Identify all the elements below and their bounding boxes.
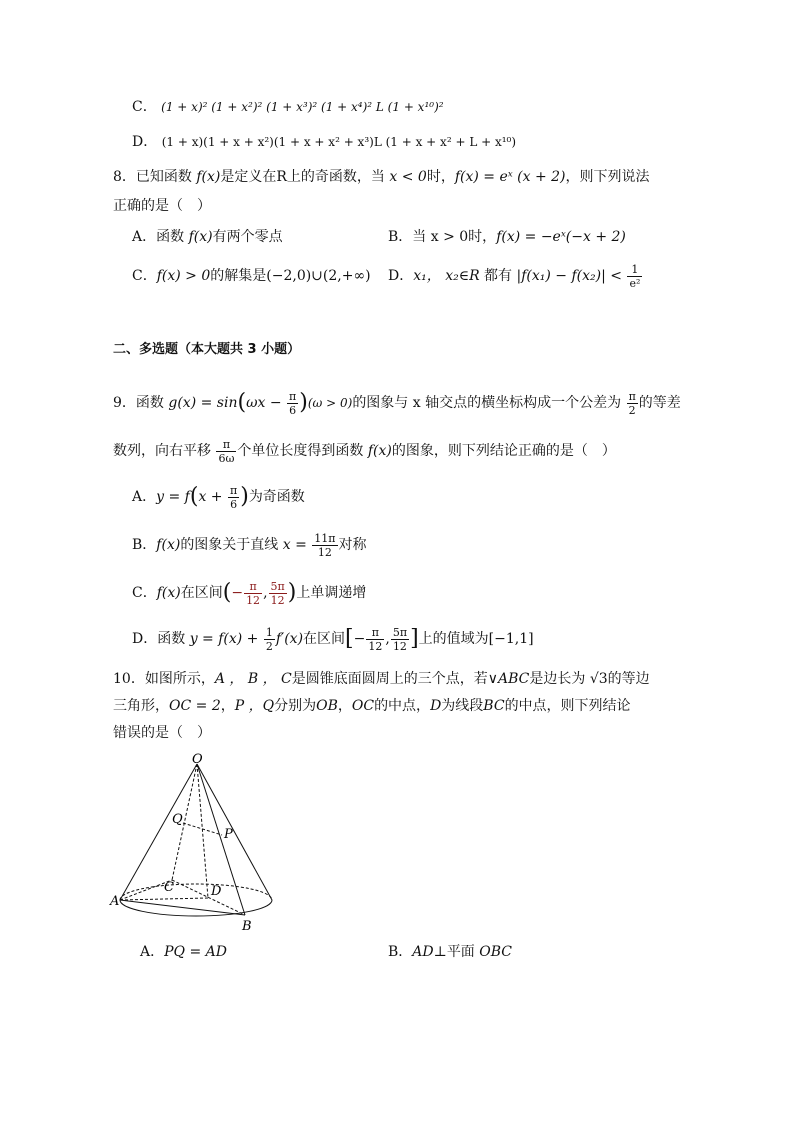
q10-option-a [140, 942, 227, 962]
fraction-numerator: π [366, 626, 384, 640]
q10-stem-line3: 错误的是（ ） [113, 725, 211, 741]
label-q: Q [172, 812, 183, 827]
option-label: A． [140, 944, 165, 960]
question-number: 10． [113, 671, 145, 687]
paren-right: ) [240, 484, 249, 509]
fraction-5pi-12 [269, 580, 287, 607]
option-text: 为奇函数 [248, 489, 305, 505]
segment-ab [120, 900, 245, 915]
math-ob: OB [316, 698, 338, 714]
fraction-11pi-12 [312, 532, 337, 559]
q9-stem-line1 [113, 388, 681, 418]
math-points: A ， B ， C [214, 671, 292, 687]
fraction-numerator: π [628, 389, 636, 403]
q8-option-c [132, 266, 371, 286]
q8-option-b [388, 227, 626, 247]
option-expression: (1 + x)(1 + x + x²)(1 + x + x² + x³)L (1 + x + x² + L + x¹⁰) [161, 135, 517, 149]
q9-option-c: C．f(x)在区间(− $\frac{\pi}{12}$ , $\frac{5\pi}{12}$ )上单调递增 [132, 579, 367, 607]
math-fx: f(x) [367, 443, 392, 459]
math-condition: (ω > 0) [307, 396, 353, 410]
math-bc: BC [483, 698, 505, 714]
stem-text: 的中点， [374, 698, 431, 714]
label-a: A [110, 894, 120, 909]
option-text: 函数 [157, 631, 190, 647]
q7-option-c [132, 97, 444, 117]
option-text: 上的值域为 [418, 631, 489, 647]
fraction-5pi-12 [391, 626, 409, 653]
fraction-numerator: 5π [392, 625, 408, 639]
option-text: 的图象关于直线 [180, 537, 283, 553]
option-text: 平面 [446, 944, 480, 960]
math-expr: y = f [156, 489, 190, 505]
fraction-denominator: 6 [289, 403, 297, 417]
label-o: O [192, 752, 203, 767]
math-set: (−2,0)∪(2,+∞) [266, 268, 371, 284]
math-x-eq: x = [282, 537, 312, 553]
math-g-def: g(x) = sin [168, 395, 238, 411]
paren-right: ) [287, 580, 297, 605]
stem-text: 时， [426, 169, 455, 185]
q9-option-d: D．函数 y = f(x) + $\frac{1}{2}$ f′(x)在区间[− $\frac{\pi}{12}$ , $\frac{5\pi}{12}$ ]上的值域为[−1,1] [132, 625, 534, 653]
math-expr: AD⊥ [412, 944, 447, 960]
q8-stem-line2: 正确的是（ ） [113, 198, 211, 214]
stem-text: 是圆锥底面圆周上的三个点，若 [291, 671, 488, 687]
fraction-denominator: 12 [368, 639, 383, 653]
fraction-pi-6omega [216, 438, 236, 465]
math-fx: f(x) [156, 585, 181, 601]
fraction-denominator: 2 [628, 403, 636, 417]
fraction-numerator: π [289, 389, 297, 403]
q8-option-a [132, 227, 283, 247]
math-vars: x₁， x₂∈R [413, 268, 480, 284]
label-p: P [224, 827, 233, 842]
fraction-pi-12 [366, 626, 384, 653]
edge-od [197, 764, 208, 898]
label-c: C [164, 880, 174, 895]
option-text: 的解集是 [210, 268, 267, 284]
stem-text: 的等差 [638, 395, 681, 411]
q9-option-b [132, 530, 367, 560]
stem-text: 是边长为 [529, 671, 590, 687]
q9-stem-line2 [113, 436, 616, 466]
stem-text: ， [220, 698, 235, 714]
option-text: 函数 [156, 229, 189, 245]
q7-option-d [132, 132, 516, 152]
math-oc: OC = 2 [169, 698, 221, 714]
segment-cb [172, 880, 245, 915]
option-label: C． [132, 268, 157, 284]
stem-text: 三角形， [113, 698, 169, 714]
option-label: A． [132, 229, 157, 245]
fraction-numerator: 1 [265, 625, 273, 639]
fraction-pi-2 [627, 390, 638, 417]
option-label: A． [132, 489, 157, 505]
math-expr: OBC [479, 944, 513, 960]
fraction-denominator: 12 [246, 593, 261, 607]
stem-text: 如图所示， [144, 671, 215, 687]
section-title: 二、多选题（本大题共 3 小题） [113, 342, 301, 357]
stem-text: 函数 [135, 395, 169, 411]
option-label: B． [388, 944, 413, 960]
q10-stem-line1 [113, 669, 650, 689]
cone-edge-right [197, 764, 272, 900]
option-text: 上单调递增 [296, 585, 367, 601]
fraction [627, 263, 642, 290]
fraction-half [264, 626, 275, 653]
cone-edge-left [120, 764, 197, 900]
math-fx: f(x) [196, 169, 221, 185]
fraction-numerator: 1 [627, 263, 642, 277]
option-label: D． [132, 134, 158, 150]
option-text: 有两个零点 [212, 229, 283, 245]
math-expr: y = f(x) + [189, 631, 263, 647]
math-oc: OC [351, 698, 375, 714]
bracket-right: ] [410, 626, 419, 651]
math-inner: ωx − [246, 395, 287, 411]
option-label: D． [132, 631, 158, 647]
fraction-numerator: 5π [270, 579, 285, 593]
fraction-numerator: π [229, 483, 238, 497]
q10-option-b [388, 942, 512, 962]
q8-stem-line1 [113, 167, 650, 187]
q10-stem-line2 [113, 696, 631, 716]
option-label: C． [132, 585, 157, 601]
fraction-pi-6 [228, 484, 239, 511]
option-label: B． [388, 229, 413, 245]
option-expression: (1 + x)² (1 + x²)² (1 + x³)² (1 + x⁴)² L (1 + x¹⁰)² [161, 100, 444, 114]
stem-text: ，则下列说法 [565, 169, 650, 185]
question-number: 9． [113, 395, 136, 411]
fraction-denominator: 6ω [218, 451, 235, 465]
math-fx: f(x) [156, 537, 181, 553]
math-triangle: ∨ABC [487, 671, 530, 687]
paren-left: ( [222, 580, 232, 605]
math-formula: f(x) = eˣ (x + 2) [454, 169, 566, 185]
math-fx: f(x) [188, 229, 213, 245]
fraction-denominator: 12 [270, 593, 285, 607]
stem-text: 的图象，则下列结论正确的是（ ） [391, 443, 616, 459]
q9-option-a [132, 482, 305, 512]
fraction-denominator: 12 [392, 639, 407, 653]
q8-option-d [388, 262, 643, 290]
fraction-denominator: 2 [265, 639, 273, 653]
math-formula: f(x) = −eˣ(−x + 2) [496, 229, 626, 245]
stem-text: 的图象与 x 轴交点的横坐标构成一个公差为 [352, 395, 626, 411]
stem-text: 为线段 [441, 698, 484, 714]
paren-left: ( [237, 390, 247, 415]
option-label: B． [132, 537, 157, 553]
stem-text: 的等边 [607, 671, 650, 687]
math-inequality: f(x) > 0 [156, 268, 211, 284]
math-abs: |f(x₁) − f(x₂)| < [516, 268, 627, 284]
fraction-pi-12 [244, 580, 262, 607]
stem-text: ， [337, 698, 352, 714]
math-range: [−1,1] [488, 631, 534, 647]
label-b: B [242, 919, 252, 934]
bracket-left: [ [345, 626, 354, 651]
option-text: 对称 [338, 537, 367, 553]
stem-text: 是定义在R上的奇函数，当 [220, 169, 390, 185]
stem-text: 分别为 [274, 698, 317, 714]
fraction-numerator: π [216, 438, 236, 452]
math-condition: x < 0 [389, 169, 427, 185]
option-text: 都有 [479, 268, 517, 284]
math-inner: x + [198, 489, 227, 505]
segment-ad [120, 898, 208, 900]
stem-text: 的中点，则下列结论 [504, 698, 631, 714]
question-number: 8． [113, 169, 136, 185]
option-text: 当 x > 0时， [412, 229, 497, 245]
option-text: 在区间 [303, 631, 346, 647]
math-sqrt: √3 [589, 671, 608, 687]
option-label: C． [132, 99, 157, 115]
fraction-denominator: 12 [317, 545, 332, 559]
option-text: 在区间 [180, 585, 223, 601]
cone-figure [108, 752, 283, 934]
stem-text: 已知函数 [135, 169, 197, 185]
math-pq: P ，Q [234, 698, 275, 714]
paren-left: ( [189, 484, 199, 509]
math-fprime: f′(x) [275, 631, 304, 647]
option-label: D． [388, 268, 414, 284]
stem-text: 个单位长度得到函数 [237, 443, 368, 459]
label-d: D [211, 884, 222, 899]
fraction-numerator: π [244, 580, 262, 594]
fraction-denominator: e² [629, 276, 641, 290]
fraction-denominator: 6 [230, 497, 238, 511]
fraction-numerator: 11π [314, 531, 336, 545]
math-d: D [430, 698, 442, 714]
paren-right: ) [299, 390, 308, 415]
fraction-pi-6 [287, 390, 298, 417]
math-expr: PQ = AD [164, 944, 227, 960]
stem-text: 数列，向右平移 [113, 443, 216, 459]
